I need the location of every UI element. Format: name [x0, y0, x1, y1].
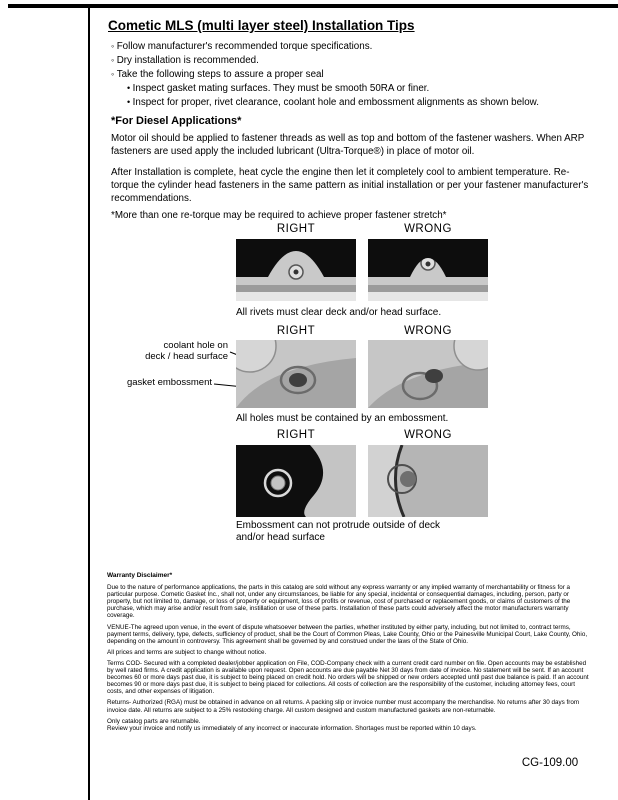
legal-paragraph: VENUE-The agreed upon venue, in the event of dispute whatsoever between the parties, whether instituted by either party, including, but not limited to, contract terms, payment terms, delivery, type, defects, sufficiency of product, shall be the Court of Common Pleas, Lake County, Ohio or the Painesville Municipal Court, Lake County, Ohio, depending on the amount in controversy. This agreement shall be governed by and construed under the laws of the State of Ohio. — [107, 623, 588, 645]
embossment-wrong-photo — [368, 340, 488, 408]
embossment-right-photo — [236, 340, 356, 408]
row1-wrong-label: WRONG — [404, 223, 452, 235]
page-title: Cometic MLS (multi layer steel) Installation Tips — [108, 18, 415, 33]
diesel-paragraph-motor-oil: Motor oil should be applied to fastener threads as well as top and bottom of the fastener washers. When ARP fasteners are used apply the included lubricant (Ultra-Torque®) in place of motor oil. — [111, 133, 585, 157]
legal-paragraph: Review your invoice and notify us immediately of any incorrect or inaccurate information. Shortages must be reported within 10 days. — [107, 724, 477, 732]
legal-paragraph: Due to the nature of performance applications, the parts in this catalog are sold without any express warranty or any implied warranty of merchantability or fitness for a particular purpose. Cometic Gasket Inc., shall not, under any circumstances, be liable for any special, incidental or consequential damages, including, person, party or property, but not limited to, damage, or loss of property or equipment, loss of profits or revenue, cost of purchased or replacement goods, or claims of customers of the purchase, which may arise and/or result from sale, instillation or use of these parts. Installation of these parts could adversely affect the motor manufacturers warranty coverage. — [107, 584, 571, 620]
row3-wrong-label: WRONG — [404, 429, 452, 441]
row2-right-label: RIGHT — [276, 325, 316, 337]
legal-paragraph: All prices and terms are subject to change without notice. — [107, 648, 267, 656]
page-border-left — [88, 4, 90, 800]
deck-edge-right-photo — [236, 445, 356, 517]
rivet-wrong-photo — [368, 239, 488, 301]
legal-paragraph: Terms COD- Secured with a completed dealer/jobber application on File, COD-Company check with a current credit card number on file. Open accounts may be established by well rated firms. A credit application is available upon request. Open accounts are due payable Net 30 days from date of invoice. No statement will be sent. If an account becomes 60 or more days past due, it is subject to being placed on credit hold. No orders will be shipped or new orders accepted until past due balance is paid. If an account becomes 90 or more days past due, it is subject to being placed for collections. All costs of collection are the responsibility of the customer, including attorney fees, court costs, and other expenses of litigation. — [107, 659, 589, 696]
row1-right-label: RIGHT — [276, 223, 316, 235]
row2-caption: All holes must be contained by an embossment. — [236, 413, 449, 424]
page-border-top — [8, 4, 618, 8]
coolant-hole-annotation-line1: coolant hole on — [163, 340, 228, 351]
row3-right-label: RIGHT — [276, 429, 316, 441]
row3-caption: Embossment can not protrude outside of deck and/or head surface — [236, 520, 441, 543]
legal-paragraph: Returns- Authorized (RGA) must be obtained in advance on all returns. A packing slip or invoice number must accompany the merchandise. No returns after 30 days from invoice date. All returns are subject to a 25% restocking charge. All custom designed and custom manufactured gaskets are non-returnable. — [107, 699, 580, 714]
installation-tips-list — [111, 40, 595, 110]
deck-edge-wrong-photo — [368, 445, 488, 517]
row2-wrong-label: WRONG — [404, 325, 452, 337]
rivet-right-photo — [236, 239, 356, 301]
page-code: CG-109.00 — [521, 757, 579, 769]
diesel-paragraph-heat-cycle: After Installation is complete, heat cycle the engine then let it completely cool to ambient temperature. Re-torque the cylinder head fasteners in the same pattern as initial installation or per your fastener manufacturer's recommendations. — [111, 167, 589, 204]
tip-item: ◦ Follow manufacturer's recommended torque specifications. — [111, 40, 595, 54]
coolant-hole-annotation-line2: deck / head surface — [145, 351, 228, 362]
legal-fine-print — [107, 572, 593, 732]
tip-item: ◦ Dry installation is recommended. — [111, 54, 595, 68]
row1-caption: All rivets must clear deck and/or head surface. — [236, 307, 442, 318]
tip-item: ◦ Take the following steps to assure a proper seal — [111, 68, 595, 82]
tip-subitem: • Inspect gasket mating surfaces. They must be smooth 50RA or finer. — [127, 82, 595, 96]
legal-paragraph: Only catalog parts are returnable. — [107, 717, 201, 725]
gasket-embossment-annotation: gasket embossment — [126, 377, 212, 388]
tip-subitem: • Inspect for proper, rivet clearance, coolant hole and embossment alignments as shown below. — [127, 96, 595, 110]
warranty-disclaimer-heading: Warranty Disclaimer* — [107, 572, 173, 579]
diesel-applications-heading: *For Diesel Applications* — [111, 115, 242, 127]
diesel-paragraph-retorque-note: *More than one re-torque may be required to achieve proper fastener stretch* — [111, 210, 447, 221]
